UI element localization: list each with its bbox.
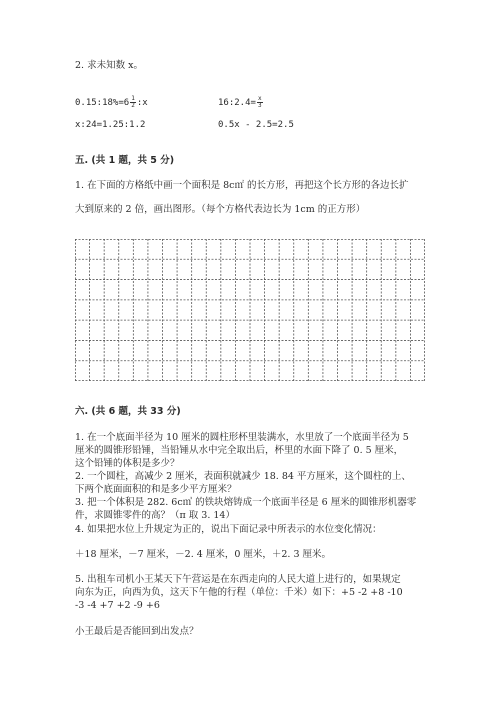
q4-line-1: 4. 如果把水位上升规定为正的，说出下面记录中所表示的水位变化情况：: [75, 524, 382, 535]
fraction-one-half: $\frac{1}{2}$: [131, 95, 135, 109]
q4-line-2: ＋18 厘米，－7 厘米，－2. 4 厘米，0 厘米，＋2. 3 厘米。: [75, 549, 332, 560]
equation-2-left: 16:2.4=: [218, 98, 256, 108]
fraction-x-over-3: $\frac{x}{3}$: [257, 95, 262, 109]
q1-line-3: 这个铅锤的体积是多少？: [75, 458, 180, 469]
section5-heading: 五. (共 1 题，共 5 分): [75, 155, 175, 166]
q2-line-2: 下两个底面面积的和是多少平方厘米？: [75, 484, 237, 495]
q1-line-1: 1. 在一个底面半径为 10 厘米的圆柱形杯里装满水，水里放了一个底面半径为 5: [75, 432, 409, 443]
q5-line-3: -3 -4 +7 +2 -9 +6: [75, 600, 160, 611]
section5-question-line-2: 大到原来的 2 倍，画出图形。（每个方格代表边长为 1cm 的正方形）: [75, 204, 366, 215]
section6-heading: 六. (共 6 题，共 33 分): [75, 406, 181, 417]
q1-line-2: 厘米的圆锥形铅锤，当铅锤从水中完全取出后，杯里的水面下降了 0. 5 厘米，: [75, 445, 404, 456]
equation-1: [75, 96, 148, 109]
section5-question-line-1: 1. 在下面的方格纸中画一个面积是 8c㎡ 的长方形，再把这个长方形的各边长扩: [75, 180, 409, 191]
q5-line-2: 向东为正，向西为负，这天下午他的行程（单位：千米）如下：+5 -2 +8 -10: [75, 587, 403, 598]
equation-2: [218, 96, 264, 109]
q5-question: 小王最后是否能回到出发点？: [75, 626, 199, 637]
q3-line-2: 件，求圆锥零件的高？（π 取 3. 14）: [75, 510, 235, 521]
q5-line-1: 5. 出租车司机小王某天下午营运是在东西走向的人民大道上进行的，如果规定: [75, 574, 401, 585]
square-grid-paper[interactable]: [75, 239, 425, 381]
q2-line-1: 2. 一个圆柱，高减少 2 厘米，表面积就减少 18. 84 平方厘米，这个圆柱的上、: [75, 471, 411, 482]
equation-1-left: 0.15:18%=6: [75, 98, 130, 108]
equation-4: 0.5x - 2.5=2.5: [218, 120, 294, 130]
section2-title: 2. 求未知数 x。: [75, 60, 143, 71]
q3-line-1: 3. 把一个体积是 282. 6c㎥ 的铁块熔铸成一个底面半径是 6 厘米的圆锥形机器零: [75, 497, 417, 508]
equation-1-right: :x: [136, 98, 148, 108]
equation-3: x:24=1.25:1.2: [75, 120, 146, 130]
